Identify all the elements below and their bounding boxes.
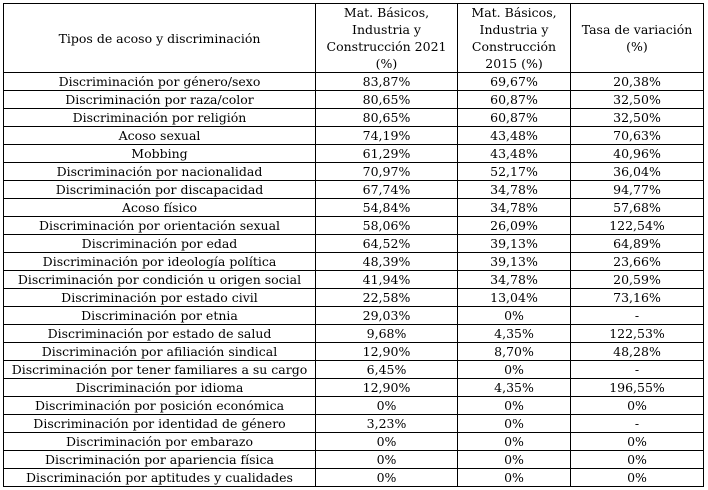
cell-2015: 0% [458,361,571,379]
cell-variation: 73,16% [571,289,704,307]
cell-2021: 80,65% [316,109,458,127]
cell-2021: 0% [316,469,458,487]
cell-type: Discriminación por condición u origen social [4,271,316,289]
table-row [4,325,704,343]
table-row [4,181,704,199]
cell-variation: 0% [571,451,704,469]
cell-variation: 32,50% [571,109,704,127]
table-row [4,91,704,109]
cell-2021: 61,29% [316,145,458,163]
cell-2021: 74,19% [316,127,458,145]
cell-2021: 80,65% [316,91,458,109]
cell-2015: 26,09% [458,217,571,235]
table-row [4,253,704,271]
cell-2021: 0% [316,433,458,451]
cell-type: Discriminación por religión [4,109,316,127]
cell-2015: 4,35% [458,379,571,397]
cell-2015: 0% [458,469,571,487]
cell-type: Discriminación por apariencia física [4,451,316,469]
table-row [4,217,704,235]
cell-2021: 12,90% [316,379,458,397]
cell-2021: 58,06% [316,217,458,235]
cell-variation: 23,66% [571,253,704,271]
cell-type: Discriminación por raza/color [4,91,316,109]
cell-2021: 83,87% [316,73,458,91]
header-type: Tipos de acoso y discriminación [4,4,316,73]
cell-variation: 57,68% [571,199,704,217]
table-row [4,343,704,361]
cell-2021: 29,03% [316,307,458,325]
cell-2021: 0% [316,451,458,469]
cell-2021: 12,90% [316,343,458,361]
cell-2021: 67,74% [316,181,458,199]
cell-variation: 32,50% [571,91,704,109]
table-row [4,451,704,469]
cell-variation: 36,04% [571,163,704,181]
cell-variation: 122,53% [571,325,704,343]
table-row [4,379,704,397]
header-variation: Tasa de variación (%) [571,4,704,73]
cell-2015: 34,78% [458,199,571,217]
cell-variation: 48,28% [571,343,704,361]
table-row [4,235,704,253]
cell-variation: - [571,361,704,379]
table-row [4,397,704,415]
cell-variation: 94,77% [571,181,704,199]
cell-2015: 34,78% [458,271,571,289]
cell-2021: 41,94% [316,271,458,289]
cell-type: Discriminación por identidad de género [4,415,316,433]
table-row [4,73,704,91]
header-row [4,4,704,73]
cell-variation: 64,89% [571,235,704,253]
cell-variation: 0% [571,433,704,451]
cell-2015: 13,04% [458,289,571,307]
table-row [4,307,704,325]
cell-type: Discriminación por embarazo [4,433,316,451]
cell-type: Discriminación por estado civil [4,289,316,307]
cell-2021: 48,39% [316,253,458,271]
cell-variation: 20,59% [571,271,704,289]
table-row [4,469,704,487]
cell-2015: 60,87% [458,109,571,127]
cell-type: Mobbing [4,145,316,163]
cell-variation: - [571,307,704,325]
cell-type: Discriminación por nacionalidad [4,163,316,181]
cell-type: Discriminación por ideología política [4,253,316,271]
cell-2015: 60,87% [458,91,571,109]
cell-variation: 0% [571,469,704,487]
cell-variation: - [571,415,704,433]
table-row [4,145,704,163]
cell-type: Discriminación por edad [4,235,316,253]
cell-variation: 70,63% [571,127,704,145]
table-body [4,73,704,487]
cell-2021: 9,68% [316,325,458,343]
cell-2015: 34,78% [458,181,571,199]
cell-type: Discriminación por posición económica [4,397,316,415]
table-row [4,271,704,289]
table-row [4,127,704,145]
cell-2015: 39,13% [458,235,571,253]
cell-variation: 0% [571,397,704,415]
cell-2015: 0% [458,307,571,325]
table-row [4,415,704,433]
table-row [4,361,704,379]
cell-2015: 43,48% [458,127,571,145]
cell-type: Discriminación por idioma [4,379,316,397]
cell-2021: 3,23% [316,415,458,433]
cell-variation: 40,96% [571,145,704,163]
cell-2021: 64,52% [316,235,458,253]
table-row [4,163,704,181]
cell-type: Discriminación por discapacidad [4,181,316,199]
cell-type: Discriminación por tener familiares a su cargo [4,361,316,379]
cell-type: Discriminación por género/sexo [4,73,316,91]
table-row [4,289,704,307]
cell-2015: 4,35% [458,325,571,343]
cell-2015: 52,17% [458,163,571,181]
cell-variation: 20,38% [571,73,704,91]
cell-type: Discriminación por orientación sexual [4,217,316,235]
cell-type: Discriminación por afiliación sindical [4,343,316,361]
cell-2015: 69,67% [458,73,571,91]
cell-2021: 54,84% [316,199,458,217]
cell-2015: 0% [458,397,571,415]
table-row [4,433,704,451]
table-row [4,199,704,217]
harassment-discrimination-table [3,3,704,487]
cell-2021: 70,97% [316,163,458,181]
table-row [4,109,704,127]
cell-2015: 39,13% [458,253,571,271]
cell-type: Discriminación por aptitudes y cualidades [4,469,316,487]
cell-2021: 0% [316,397,458,415]
cell-type: Acoso físico [4,199,316,217]
cell-2015: 0% [458,451,571,469]
cell-2015: 8,70% [458,343,571,361]
cell-variation: 196,55% [571,379,704,397]
cell-2015: 43,48% [458,145,571,163]
header-2021: Mat. Básicos, Industria y Construcción 2021 (%) [316,4,458,73]
cell-2015: 0% [458,433,571,451]
cell-type: Acoso sexual [4,127,316,145]
cell-type: Discriminación por etnia [4,307,316,325]
cell-2021: 6,45% [316,361,458,379]
cell-variation: 122,54% [571,217,704,235]
cell-2015: 0% [458,415,571,433]
cell-2021: 22,58% [316,289,458,307]
cell-type: Discriminación por estado de salud [4,325,316,343]
header-2015: Mat. Básicos, Industria y Construcción 2015 (%) [458,4,571,73]
